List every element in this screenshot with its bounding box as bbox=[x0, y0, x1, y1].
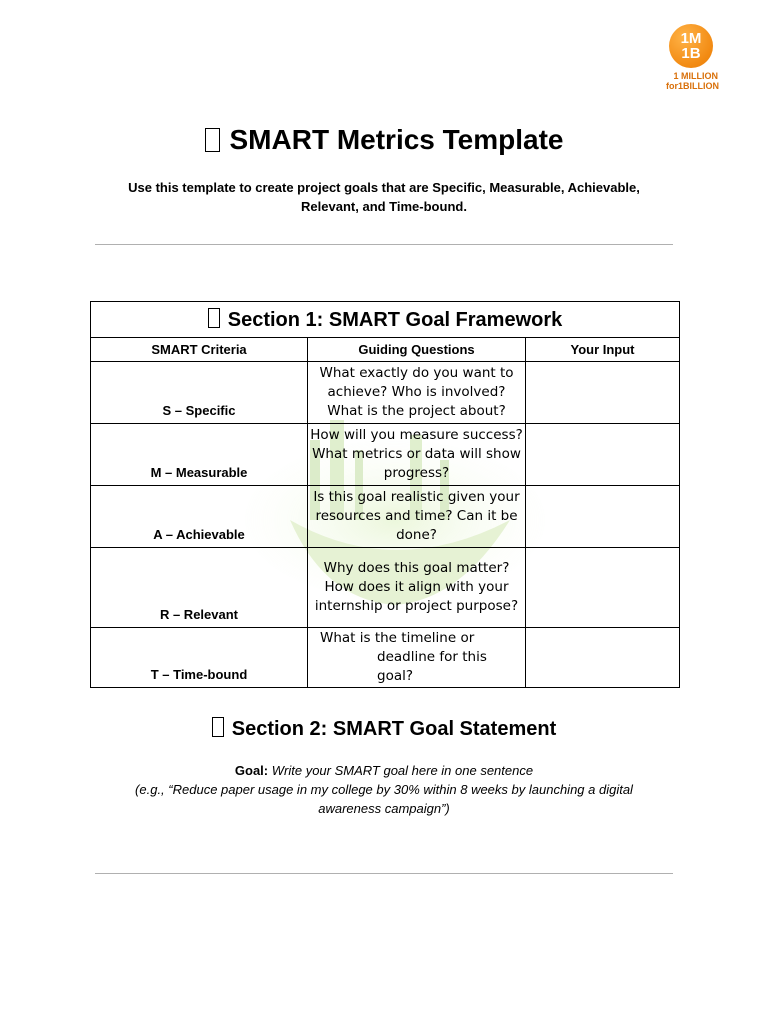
section1-title: Section 1: SMART Goal Framework bbox=[227, 308, 563, 331]
criteria-specific: S – Specific bbox=[91, 362, 308, 424]
page-title bbox=[0, 120, 768, 160]
goal-example: (e.g., “Reduce paper usage in my college by 30% within 8 weeks by launching a digital awareness campaign”) bbox=[135, 782, 633, 816]
question-time-bound bbox=[308, 628, 526, 688]
missing-glyph-icon bbox=[208, 308, 220, 328]
column-header-input: Your Input bbox=[526, 338, 680, 362]
goal-label: Goal: bbox=[234, 763, 269, 778]
logo-text-line1: 1 MILLION bbox=[673, 71, 718, 81]
input-time-bound[interactable] bbox=[526, 628, 680, 688]
question-measurable: How will you measure success? What metrics or data will show progress? bbox=[308, 424, 526, 486]
column-header-criteria: SMART Criteria bbox=[91, 338, 308, 362]
logo bbox=[666, 24, 719, 94]
question-time-bound-line3: goal? bbox=[377, 668, 414, 684]
logo-mark-line2: 1B bbox=[681, 45, 701, 62]
question-achievable: Is this goal realistic given your resources and time? Can it be done? bbox=[308, 486, 526, 548]
question-time-bound-line2: deadline for this bbox=[377, 649, 487, 665]
section2-heading bbox=[0, 715, 768, 743]
section2-title: Section 2: SMART Goal Statement bbox=[231, 718, 557, 740]
page-title-text: SMART Metrics Template bbox=[229, 124, 564, 155]
input-relevant[interactable] bbox=[526, 548, 680, 628]
question-relevant: Why does this goal matter? How does it align with your internship or project purpose? bbox=[308, 548, 526, 628]
question-specific: What exactly do you want to achieve? Who is involved? What is the project about? bbox=[308, 362, 526, 424]
column-header-questions: Guiding Questions bbox=[308, 338, 526, 362]
section1-heading bbox=[91, 302, 680, 338]
criteria-relevant: R – Relevant bbox=[91, 548, 308, 628]
criteria-achievable: A – Achievable bbox=[91, 486, 308, 548]
table-row bbox=[91, 628, 680, 688]
criteria-time-bound: T – Time-bound bbox=[91, 628, 308, 688]
question-time-bound-line1: What is the timeline or bbox=[320, 630, 475, 646]
logo-mark-line1: 1M bbox=[680, 30, 702, 47]
input-achievable[interactable] bbox=[526, 486, 680, 548]
divider-bottom bbox=[95, 873, 673, 874]
goal-statement bbox=[120, 761, 648, 818]
table-row bbox=[91, 424, 680, 486]
goal-prompt[interactable]: Write your SMART goal here in one sentence bbox=[271, 763, 534, 778]
table-row bbox=[91, 362, 680, 424]
input-measurable[interactable] bbox=[526, 424, 680, 486]
smart-framework-table bbox=[90, 301, 680, 688]
criteria-measurable: M – Measurable bbox=[91, 424, 308, 486]
table-row bbox=[91, 486, 680, 548]
logo-text bbox=[666, 71, 718, 91]
missing-glyph-icon bbox=[205, 128, 220, 152]
input-specific[interactable] bbox=[526, 362, 680, 424]
divider-top bbox=[95, 244, 673, 245]
missing-glyph-icon bbox=[212, 717, 224, 737]
intro-text: Use this template to create project goals that are Specific, Measurable, Achievable, Relevant, and Time-bound. bbox=[128, 180, 640, 214]
logo-mark bbox=[669, 24, 713, 68]
logo-text-line2: for1BILLION bbox=[666, 81, 719, 91]
table-row bbox=[91, 548, 680, 628]
